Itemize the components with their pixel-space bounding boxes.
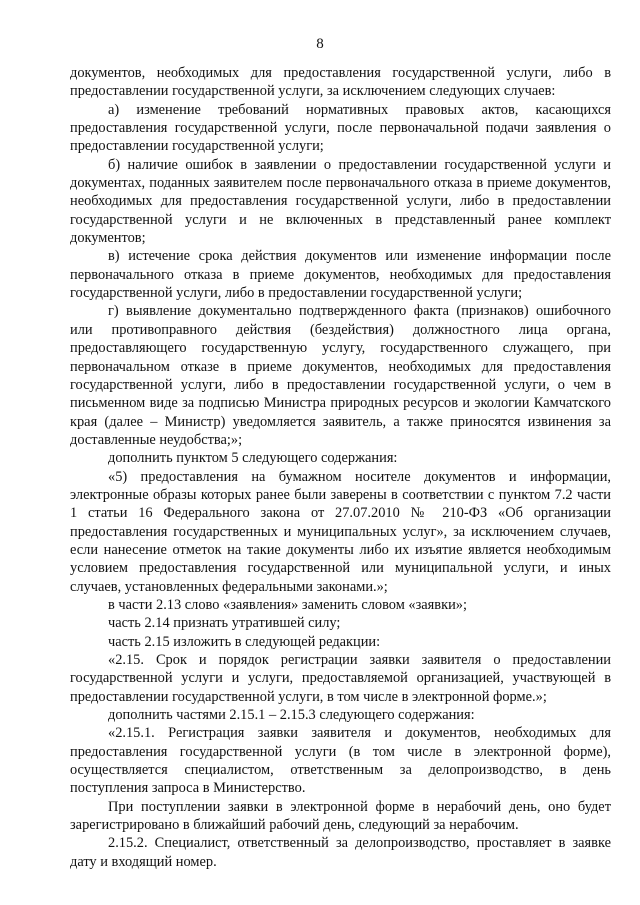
paragraph-amend-point-5: дополнить пунктом 5 следующего содержания: xyxy=(108,450,398,467)
page-number: 8 xyxy=(316,36,324,52)
paragraph-part-2-15-intro: часть 2.15 изложить в следующей редакции: xyxy=(108,633,381,650)
paragraph-part-2-15-text: «2.15. Срок и порядок регистрации заявки заявителя о предоставлении государственной услуги и услуги, предоставляемой организацией, участвующей в предоставлении государственной услуги, в том числе в электронной форме.»; xyxy=(70,652,611,705)
paragraph-nonworking-day: При поступлении заявки в электронной форме в нерабочий день, оно будет зарегистрировано в ближайший рабочий день, следующий за нерабочим. xyxy=(70,798,611,834)
paragraph-item-v: в) истечение срока действия документов или изменение информации после первоначального отказа в приеме документов, необходимых для предоставления государственной услуги, либо в предоставлении государственной услуги; xyxy=(70,248,611,302)
paragraph-part-2-15-1: «2.15.1. Регистрация заявки заявителя и документов, необходимых для предоставления государственной услуги (в том числе в электронной форме), осуществляется специалистом, ответственным за делопроизводство, в день поступления запроса в Министерство. xyxy=(70,725,611,797)
paragraph-add-parts-2-15: дополнить частями 2.15.1 – 2.15.3 следующего содержания: xyxy=(108,707,475,724)
document-body xyxy=(70,64,611,871)
paragraph-part-2-13: в части 2.13 слово «заявления» заменить словом «заявки»; xyxy=(108,596,467,613)
paragraph-item-b: б) наличие ошибок в заявлении о предоставлении государственной услуги и документах, поданных заявителем после первоначального отказа в приеме документов, необходимых для предоставления государственной услуги, либо в предоставлении государственной услуги и не включенных в представленный ранее комплект документов; xyxy=(70,156,611,247)
paragraph-part-2-15-2: 2.15.2. Специалист, ответственный за делопроизводство, проставляет в заявке дату и входящий номер. xyxy=(70,835,611,870)
paragraph-point-5-text: «5) предоставления на бумажном носителе документов и информации, электронные образы которых ранее были заверены в соответствии с пунктом 7.2 части 1 статьи 16 Федерального закона от 27.07.2010 № 210-ФЗ «Об организации предоставления государственных и муниципальных услуг», за исключением случаев, если нанесение отметок на такие документы либо их изъятие является необходимым условием предоставления государственной или муниципальной услуги, и иных случаев, установленных федеральными законами.»; xyxy=(70,468,611,595)
paragraph-item-g: г) выявление документально подтвержденного факта (признаков) ошибочного или противоправного действия (бездействия) должностного лица органа, предоставляющего государственную услугу, государственного служащего, при первоначальном отказе в приеме документов, необходимых для предоставления государственной услуги, либо в предоставлении государственной услуги, о чем в письменном виде за подписью Министра природных ресурсов и экологии Камчатского края (далее – Министр) уведомляется заявитель, а также приносятся извинения за доставленные неудобства;»; xyxy=(70,303,611,448)
paragraph-continuation: документов, необходимых для предоставления государственной услуги, либо в предоставлении государственной услуги, за исключением следующих случаев: xyxy=(70,65,611,100)
paragraph-part-2-14: часть 2.14 признать утратившей силу; xyxy=(108,615,341,632)
paragraph-item-a: а) изменение требований нормативных правовых актов, касающихся предоставления государственной услуги, после первоначальной подачи заявления о предоставлении государственной услуги; xyxy=(70,101,611,155)
